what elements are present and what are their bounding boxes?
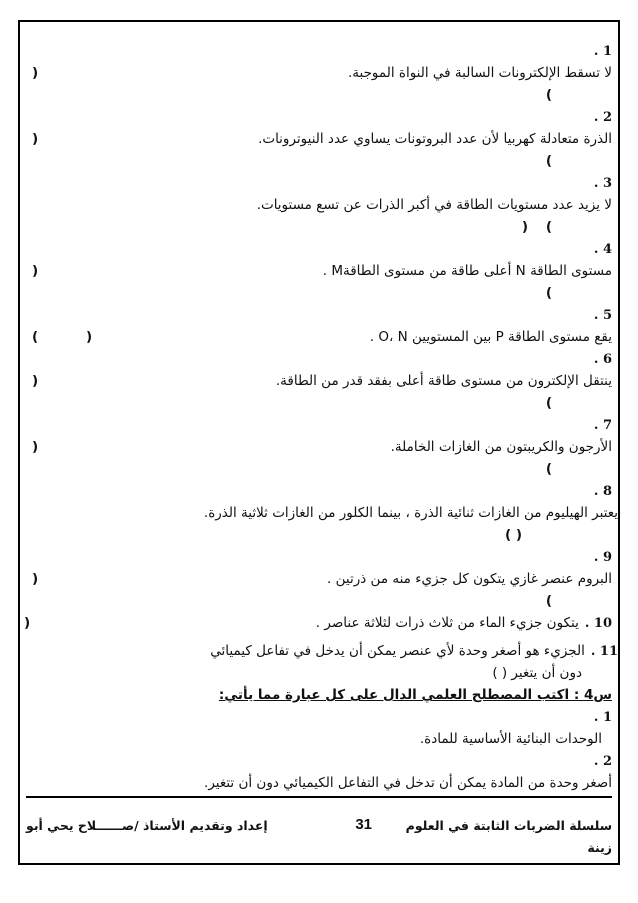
answer-paren: ( <box>32 65 39 81</box>
answer-paren-close: ) <box>545 87 552 103</box>
section-heading: س4 : اكتب المصطلح العلمي الدال على كل عبارة مما يأتي: <box>218 687 612 703</box>
question-text: الأرجون والكريبتون من الغازات الخاملة. <box>390 439 612 455</box>
question-number: 4 . <box>593 242 612 257</box>
question-text: ينتقل الإلكترون من مستوى طاقة أعلى بفقد قدر من الطاقة. <box>275 373 612 389</box>
question-3 <box>26 172 612 238</box>
answer-paren-close: ) <box>545 395 552 411</box>
answer-paren: ( <box>24 615 31 631</box>
question-number: 1 . <box>593 710 612 725</box>
question-number: 7 . <box>593 418 612 433</box>
answer-paren: ( <box>32 131 39 147</box>
question-text: الذرة متعادلة كهربيا لأن عدد البروتونات يساوي عدد النيوترونات. <box>258 131 612 147</box>
question-number: 3 . <box>593 176 612 191</box>
question-11 <box>26 640 618 684</box>
question-9 <box>26 546 612 612</box>
question-6 <box>26 370 612 414</box>
author-credit-cont: زينة <box>587 840 612 855</box>
questions-list <box>24 40 618 794</box>
question-text: أصغر وحدة من المادة يمكن أن تدخل في التفاعل الكيميائي دون أن تتغير. <box>204 775 612 791</box>
question-number: 10 . <box>584 616 612 631</box>
question-text: لا تسقط الإلكترونات السالبة في النواة الموجبة. <box>347 65 612 81</box>
series-title: سلسلة الضربات الثابتة في العلوم <box>405 818 612 833</box>
answer-paren-close: ) <box>545 219 552 235</box>
answer-paren-close: ) <box>545 285 552 301</box>
question-8 <box>26 480 618 546</box>
question-text: يتكون جزيء الماء من ثلاث ذرات لثلاثة عناصر . <box>315 615 579 631</box>
answer-paren: ( <box>32 439 39 455</box>
question-text: البروم عنصر غازي يتكون كل جزيء منه من ذرتين . <box>327 571 612 587</box>
question-number: 11 . <box>590 644 618 659</box>
question-text: يعتبر الهيليوم من الغازات ثنائية الذرة ، بينما الكلور من الغازات ثلاثية الذرة. <box>203 505 618 521</box>
answer-paren: ( <box>32 571 39 587</box>
answer-paren-close: ) <box>545 153 552 169</box>
answer-paren: ( <box>86 329 93 345</box>
question-text: يقع مستوى الطاقة P بين المستويين O، N . <box>369 329 612 345</box>
question-2 <box>26 106 612 172</box>
answer-paren-b: ) <box>32 329 39 345</box>
question-text-cont: دون أن يتغير ( ) <box>492 665 582 681</box>
answer-paren-close: ) <box>545 461 552 477</box>
author-credit: إعداد وتقديم الأستاذ /صــــــلاح يحي أبو <box>26 818 268 833</box>
question-number: 2 . <box>593 754 612 769</box>
answer-paren-close: ) <box>545 593 552 609</box>
answer-paren: ( <box>32 263 39 279</box>
answer-paren: ( ) <box>504 527 522 543</box>
footer-divider <box>26 796 612 798</box>
answer-paren: ( <box>521 219 528 235</box>
page-number: 31 <box>355 816 372 833</box>
question-text: لا يزيد عدد مستويات الطاقة في أكبر الذرات عن تسع مستويات. <box>256 197 612 213</box>
section-4 <box>26 684 612 794</box>
question-text: مستوى الطاقة N أعلى طاقة من مستوى الطاقةM . <box>322 263 612 279</box>
question-text: الجزيء هو أصغر وحدة لأي عنصر يمكن أن يدخل في تفاعل كيميائي <box>210 643 585 659</box>
question-4 <box>26 238 612 304</box>
question-10 <box>26 612 612 634</box>
question-number: 6 . <box>593 352 612 367</box>
question-7 <box>26 414 612 480</box>
question-number: 1 . <box>593 44 612 59</box>
question-5 <box>26 304 612 370</box>
question-number: 8 . <box>593 484 612 499</box>
question-1 <box>26 40 612 106</box>
answer-paren: ( <box>32 373 39 389</box>
question-number: 5 . <box>593 308 612 323</box>
question-text: الوحدات البنائية الأساسية للمادة. <box>419 731 602 747</box>
question-number: 9 . <box>593 550 612 565</box>
question-number: 2 . <box>593 110 612 125</box>
